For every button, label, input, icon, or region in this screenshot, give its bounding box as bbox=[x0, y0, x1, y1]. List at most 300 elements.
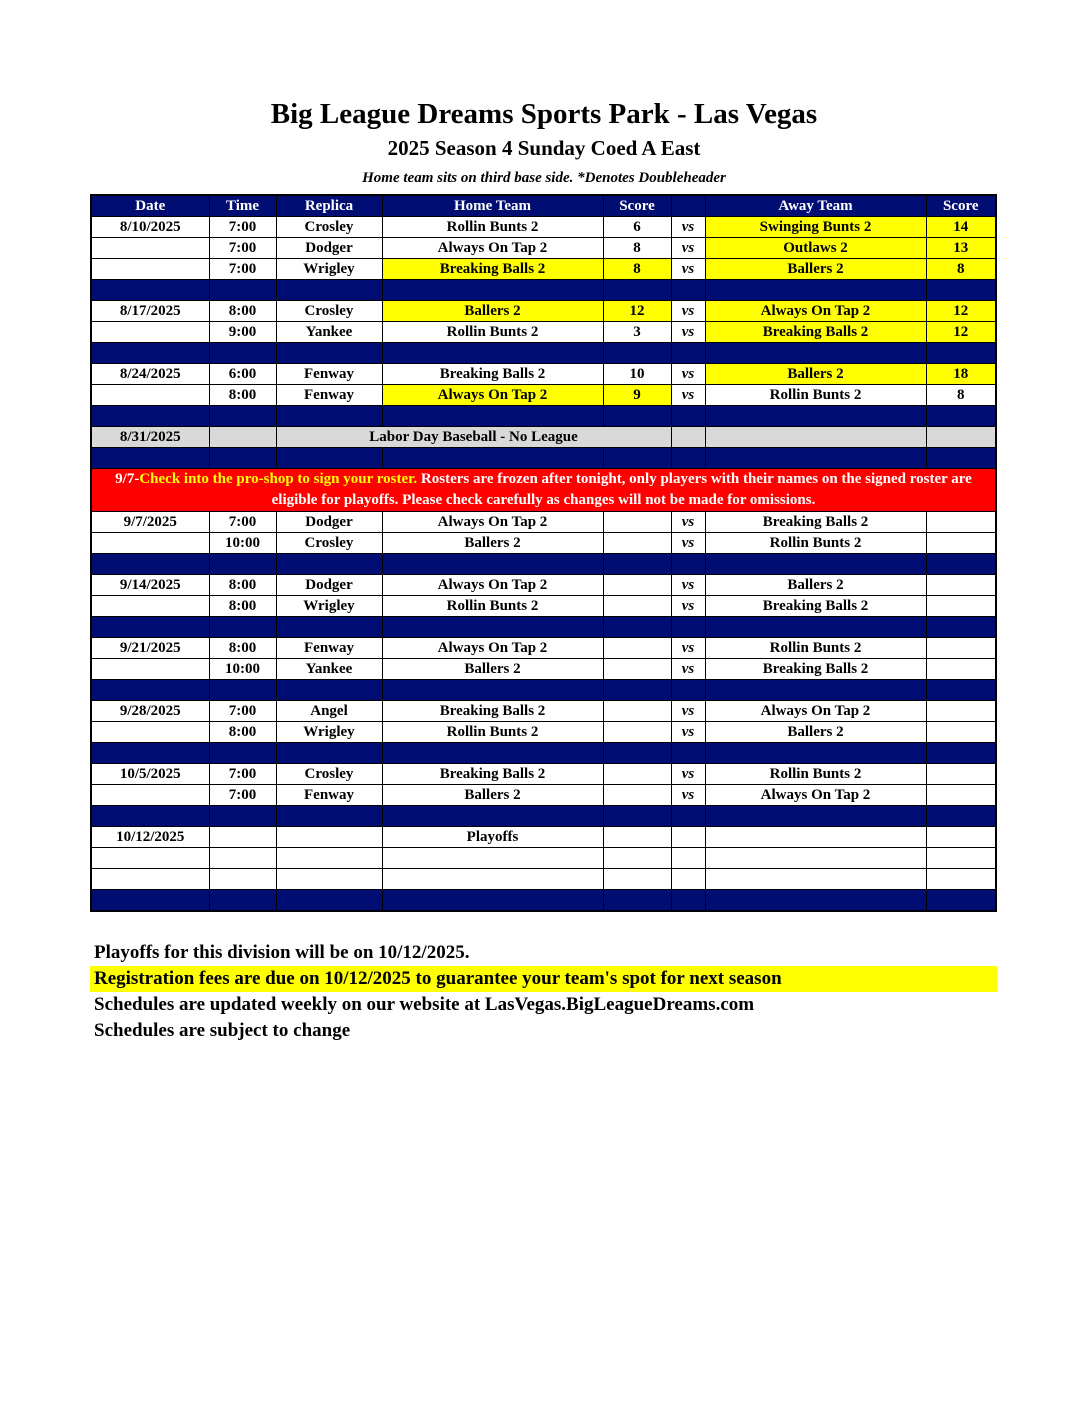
away-score bbox=[926, 512, 996, 533]
vs-label: vs bbox=[671, 512, 705, 533]
separator-cell bbox=[209, 617, 276, 638]
away-team bbox=[705, 827, 926, 848]
home-team: Always On Tap 2 bbox=[382, 575, 603, 596]
separator-cell bbox=[276, 743, 382, 764]
roster-notice bbox=[91, 469, 996, 512]
table-row bbox=[91, 785, 996, 806]
away-score bbox=[926, 827, 996, 848]
separator-cell bbox=[382, 743, 603, 764]
home-team: Always On Tap 2 bbox=[382, 512, 603, 533]
home-team: Always On Tap 2 bbox=[382, 385, 603, 406]
game-date bbox=[91, 659, 209, 680]
game-date bbox=[91, 385, 209, 406]
week-separator-row bbox=[91, 343, 996, 364]
separator-cell bbox=[382, 554, 603, 575]
home-team: Breaking Balls 2 bbox=[382, 364, 603, 385]
separator-cell bbox=[91, 743, 209, 764]
game-date: 8/24/2025 bbox=[91, 364, 209, 385]
separator-cell bbox=[671, 554, 705, 575]
away-team: Outlaws 2 bbox=[705, 238, 926, 259]
away-team: Ballers 2 bbox=[705, 722, 926, 743]
replica-field: Dodger bbox=[276, 238, 382, 259]
away-score: 13 bbox=[926, 238, 996, 259]
vs-label: vs bbox=[671, 322, 705, 343]
table-row bbox=[91, 259, 996, 280]
replica-field: Crosley bbox=[276, 764, 382, 785]
home-score bbox=[603, 764, 671, 785]
table-row bbox=[91, 301, 996, 322]
separator-cell bbox=[671, 448, 705, 469]
replica-field bbox=[276, 827, 382, 848]
vs-label: vs bbox=[671, 575, 705, 596]
game-date bbox=[91, 869, 209, 890]
table-row bbox=[91, 722, 996, 743]
table-row bbox=[91, 869, 996, 890]
separator-cell bbox=[91, 448, 209, 469]
separator-cell bbox=[91, 554, 209, 575]
game-date: 9/28/2025 bbox=[91, 701, 209, 722]
away-score: 8 bbox=[926, 385, 996, 406]
game-time bbox=[209, 827, 276, 848]
game-date bbox=[91, 848, 209, 869]
away-score bbox=[926, 575, 996, 596]
table-row bbox=[91, 217, 996, 238]
separator-cell bbox=[705, 806, 926, 827]
away-team: Breaking Balls 2 bbox=[705, 596, 926, 617]
separator-cell bbox=[705, 280, 926, 301]
replica-field: Crosley bbox=[276, 301, 382, 322]
separator-cell bbox=[926, 890, 996, 912]
away-team: Rollin Bunts 2 bbox=[705, 533, 926, 554]
separator-cell bbox=[91, 680, 209, 701]
home-team: Always On Tap 2 bbox=[382, 638, 603, 659]
away-team: Ballers 2 bbox=[705, 575, 926, 596]
footer-notes bbox=[90, 940, 997, 1044]
separator-cell bbox=[382, 806, 603, 827]
home-score: 12 bbox=[603, 301, 671, 322]
game-date bbox=[91, 238, 209, 259]
replica-field: Dodger bbox=[276, 512, 382, 533]
away-score bbox=[926, 764, 996, 785]
separator-cell bbox=[671, 280, 705, 301]
separator-cell bbox=[276, 554, 382, 575]
home-team: Ballers 2 bbox=[382, 533, 603, 554]
game-date bbox=[91, 533, 209, 554]
column-header-date: Date bbox=[91, 195, 209, 217]
week-separator-row bbox=[91, 680, 996, 701]
separator-cell bbox=[276, 343, 382, 364]
replica-field: Angel bbox=[276, 701, 382, 722]
replica-field: Yankee bbox=[276, 322, 382, 343]
empty-cell bbox=[926, 427, 996, 448]
away-team: Always On Tap 2 bbox=[705, 701, 926, 722]
game-date bbox=[91, 596, 209, 617]
column-header-away-score: Score bbox=[926, 195, 996, 217]
home-team bbox=[382, 869, 603, 890]
separator-cell bbox=[705, 890, 926, 912]
separator-cell bbox=[705, 343, 926, 364]
replica-field bbox=[276, 869, 382, 890]
home-team-note: Home team sits on third base side. *Denotes Doubleheader bbox=[362, 170, 726, 186]
separator-cell bbox=[926, 406, 996, 427]
column-header-vs bbox=[671, 195, 705, 217]
vs-label: vs bbox=[671, 533, 705, 554]
week-separator-row bbox=[91, 890, 996, 912]
empty-cell bbox=[705, 427, 926, 448]
separator-cell bbox=[603, 280, 671, 301]
table-row bbox=[91, 364, 996, 385]
vs-label bbox=[671, 848, 705, 869]
home-score bbox=[603, 533, 671, 554]
game-time: 8:00 bbox=[209, 638, 276, 659]
replica-field: Crosley bbox=[276, 217, 382, 238]
empty-cell bbox=[671, 427, 705, 448]
replica-field: Wrigley bbox=[276, 596, 382, 617]
game-date: 8/31/2025 bbox=[91, 427, 209, 448]
game-time: 10:00 bbox=[209, 533, 276, 554]
separator-cell bbox=[382, 890, 603, 912]
away-team: Ballers 2 bbox=[705, 364, 926, 385]
away-team: Breaking Balls 2 bbox=[705, 322, 926, 343]
game-time: 7:00 bbox=[209, 701, 276, 722]
game-date bbox=[91, 785, 209, 806]
home-score: 6 bbox=[603, 217, 671, 238]
separator-cell bbox=[603, 617, 671, 638]
holiday-text: Labor Day Baseball - No League bbox=[276, 427, 671, 448]
home-score: 8 bbox=[603, 238, 671, 259]
home-score bbox=[603, 596, 671, 617]
notice-highlight: Check into the pro-shop to sign your roster. bbox=[139, 471, 418, 487]
separator-cell bbox=[603, 448, 671, 469]
away-team: Rollin Bunts 2 bbox=[705, 385, 926, 406]
away-score bbox=[926, 869, 996, 890]
away-team: Swinging Bunts 2 bbox=[705, 217, 926, 238]
home-team: Ballers 2 bbox=[382, 659, 603, 680]
column-header-away-team: Away Team bbox=[705, 195, 926, 217]
separator-cell bbox=[209, 448, 276, 469]
vs-label: vs bbox=[671, 238, 705, 259]
separator-cell bbox=[603, 343, 671, 364]
game-date bbox=[91, 259, 209, 280]
separator-cell bbox=[926, 554, 996, 575]
separator-cell bbox=[91, 806, 209, 827]
home-team: Playoffs bbox=[382, 827, 603, 848]
week-separator-row bbox=[91, 448, 996, 469]
away-score bbox=[926, 701, 996, 722]
vs-label: vs bbox=[671, 659, 705, 680]
away-score bbox=[926, 848, 996, 869]
home-team: Ballers 2 bbox=[382, 785, 603, 806]
separator-cell bbox=[926, 806, 996, 827]
table-row bbox=[91, 659, 996, 680]
game-time: 8:00 bbox=[209, 385, 276, 406]
week-separator-row bbox=[91, 406, 996, 427]
week-separator-row bbox=[91, 554, 996, 575]
week-separator-row bbox=[91, 617, 996, 638]
game-time: 7:00 bbox=[209, 259, 276, 280]
game-time: 9:00 bbox=[209, 322, 276, 343]
game-time: 8:00 bbox=[209, 575, 276, 596]
schedule-table bbox=[90, 194, 997, 912]
table-row bbox=[91, 512, 996, 533]
game-time: 7:00 bbox=[209, 764, 276, 785]
separator-cell bbox=[926, 448, 996, 469]
separator-cell bbox=[382, 448, 603, 469]
separator-cell bbox=[276, 806, 382, 827]
vs-label bbox=[671, 869, 705, 890]
away-team: Breaking Balls 2 bbox=[705, 659, 926, 680]
game-time: 6:00 bbox=[209, 364, 276, 385]
column-header-home-score: Score bbox=[603, 195, 671, 217]
game-date: 8/10/2025 bbox=[91, 217, 209, 238]
separator-cell bbox=[671, 617, 705, 638]
separator-cell bbox=[209, 680, 276, 701]
separator-cell bbox=[671, 680, 705, 701]
vs-label: vs bbox=[671, 785, 705, 806]
replica-field: Fenway bbox=[276, 385, 382, 406]
game-time: 8:00 bbox=[209, 722, 276, 743]
week-separator-row bbox=[91, 806, 996, 827]
replica-field: Fenway bbox=[276, 364, 382, 385]
away-score: 14 bbox=[926, 217, 996, 238]
vs-label: vs bbox=[671, 701, 705, 722]
separator-cell bbox=[91, 617, 209, 638]
separator-cell bbox=[603, 890, 671, 912]
notice-rest: Rosters are frozen after tonight, only players with their names on the signed roster are eligible for playoffs. Please check carefully as changes will not be made for omissions. bbox=[271, 471, 972, 508]
table-row bbox=[91, 322, 996, 343]
separator-cell bbox=[209, 806, 276, 827]
home-team: Breaking Balls 2 bbox=[382, 701, 603, 722]
away-team bbox=[705, 848, 926, 869]
away-team: Always On Tap 2 bbox=[705, 301, 926, 322]
separator-cell bbox=[209, 743, 276, 764]
separator-cell bbox=[705, 554, 926, 575]
separator-cell bbox=[382, 406, 603, 427]
game-time bbox=[209, 848, 276, 869]
game-time: 8:00 bbox=[209, 301, 276, 322]
away-score bbox=[926, 596, 996, 617]
website-note: Schedules are updated weekly on our website at LasVegas.BigLeagueDreams.com bbox=[94, 994, 755, 1015]
separator-cell bbox=[603, 743, 671, 764]
table-header-row bbox=[91, 195, 996, 217]
separator-cell bbox=[926, 343, 996, 364]
game-time: 7:00 bbox=[209, 217, 276, 238]
separator-cell bbox=[705, 617, 926, 638]
separator-cell bbox=[91, 406, 209, 427]
away-team: Rollin Bunts 2 bbox=[705, 638, 926, 659]
away-score bbox=[926, 638, 996, 659]
week-separator-row bbox=[91, 280, 996, 301]
separator-cell bbox=[209, 554, 276, 575]
away-score: 18 bbox=[926, 364, 996, 385]
vs-label: vs bbox=[671, 259, 705, 280]
home-team: Breaking Balls 2 bbox=[382, 259, 603, 280]
home-team: Rollin Bunts 2 bbox=[382, 217, 603, 238]
game-time: 7:00 bbox=[209, 785, 276, 806]
vs-label: vs bbox=[671, 364, 705, 385]
table-row bbox=[91, 575, 996, 596]
game-time: 7:00 bbox=[209, 238, 276, 259]
separator-cell bbox=[382, 617, 603, 638]
home-team: Ballers 2 bbox=[382, 301, 603, 322]
away-score: 12 bbox=[926, 322, 996, 343]
table-row bbox=[91, 827, 996, 848]
playoffs-note: Playoffs for this division will be on 10/12/2025. bbox=[94, 942, 470, 963]
table-row bbox=[91, 238, 996, 259]
vs-label: vs bbox=[671, 596, 705, 617]
separator-cell bbox=[91, 343, 209, 364]
home-team: Always On Tap 2 bbox=[382, 238, 603, 259]
home-score bbox=[603, 701, 671, 722]
home-score: 3 bbox=[603, 322, 671, 343]
home-score bbox=[603, 869, 671, 890]
separator-cell bbox=[209, 890, 276, 912]
notice-prefix: 9/7- bbox=[115, 471, 140, 487]
vs-label: vs bbox=[671, 217, 705, 238]
separator-cell bbox=[671, 806, 705, 827]
game-time bbox=[209, 869, 276, 890]
away-score bbox=[926, 533, 996, 554]
separator-cell bbox=[209, 343, 276, 364]
table-row bbox=[91, 533, 996, 554]
replica-field: Fenway bbox=[276, 785, 382, 806]
separator-cell bbox=[671, 743, 705, 764]
separator-cell bbox=[276, 448, 382, 469]
game-date: 8/17/2025 bbox=[91, 301, 209, 322]
separator-cell bbox=[276, 406, 382, 427]
separator-cell bbox=[603, 806, 671, 827]
table-row bbox=[91, 385, 996, 406]
separator-cell bbox=[705, 743, 926, 764]
separator-cell bbox=[382, 343, 603, 364]
separator-cell bbox=[276, 280, 382, 301]
game-date bbox=[91, 722, 209, 743]
home-score: 8 bbox=[603, 259, 671, 280]
separator-cell bbox=[671, 343, 705, 364]
schedule-change-note: Schedules are subject to change bbox=[94, 1020, 351, 1041]
away-score bbox=[926, 722, 996, 743]
away-score bbox=[926, 659, 996, 680]
game-date: 9/21/2025 bbox=[91, 638, 209, 659]
page-title: Big League Dreams Sports Park - Las Vegas bbox=[270, 98, 818, 130]
home-team: Rollin Bunts 2 bbox=[382, 322, 603, 343]
replica-field: Wrigley bbox=[276, 722, 382, 743]
away-team: Rollin Bunts 2 bbox=[705, 764, 926, 785]
table-row bbox=[91, 596, 996, 617]
replica-field: Fenway bbox=[276, 638, 382, 659]
vs-label: vs bbox=[671, 301, 705, 322]
separator-cell bbox=[382, 280, 603, 301]
vs-label: vs bbox=[671, 722, 705, 743]
roster-notice-row bbox=[91, 469, 996, 512]
game-time: 8:00 bbox=[209, 596, 276, 617]
home-score bbox=[603, 638, 671, 659]
home-score bbox=[603, 827, 671, 848]
week-separator-row bbox=[91, 743, 996, 764]
separator-cell bbox=[91, 890, 209, 912]
separator-cell bbox=[603, 554, 671, 575]
table-row bbox=[91, 638, 996, 659]
game-date bbox=[91, 322, 209, 343]
separator-cell bbox=[276, 890, 382, 912]
away-team: Always On Tap 2 bbox=[705, 785, 926, 806]
replica-field: Crosley bbox=[276, 533, 382, 554]
home-team: Rollin Bunts 2 bbox=[382, 596, 603, 617]
vs-label: vs bbox=[671, 638, 705, 659]
home-score bbox=[603, 659, 671, 680]
away-score: 8 bbox=[926, 259, 996, 280]
separator-cell bbox=[705, 448, 926, 469]
separator-cell bbox=[91, 280, 209, 301]
separator-cell bbox=[926, 743, 996, 764]
column-header-time: Time bbox=[209, 195, 276, 217]
replica-field: Yankee bbox=[276, 659, 382, 680]
home-score bbox=[603, 848, 671, 869]
home-score bbox=[603, 722, 671, 743]
separator-cell bbox=[705, 406, 926, 427]
away-team: Breaking Balls 2 bbox=[705, 512, 926, 533]
away-team: Ballers 2 bbox=[705, 259, 926, 280]
vs-label bbox=[671, 827, 705, 848]
vs-label: vs bbox=[671, 764, 705, 785]
separator-cell bbox=[382, 680, 603, 701]
separator-cell bbox=[276, 680, 382, 701]
game-date: 9/7/2025 bbox=[91, 512, 209, 533]
away-score bbox=[926, 785, 996, 806]
separator-cell bbox=[926, 680, 996, 701]
separator-cell bbox=[209, 280, 276, 301]
table-row bbox=[91, 701, 996, 722]
game-time: 10:00 bbox=[209, 659, 276, 680]
away-team bbox=[705, 869, 926, 890]
separator-cell bbox=[926, 617, 996, 638]
separator-cell bbox=[209, 406, 276, 427]
table-row bbox=[91, 848, 996, 869]
empty-cell bbox=[209, 427, 276, 448]
game-date: 9/14/2025 bbox=[91, 575, 209, 596]
separator-cell bbox=[603, 680, 671, 701]
separator-cell bbox=[603, 406, 671, 427]
home-team: Rollin Bunts 2 bbox=[382, 722, 603, 743]
registration-note: Registration fees are due on 10/12/2025 to guarantee your team's spot for next season bbox=[90, 966, 997, 992]
separator-cell bbox=[926, 280, 996, 301]
separator-cell bbox=[671, 406, 705, 427]
game-time: 7:00 bbox=[209, 512, 276, 533]
replica-field bbox=[276, 848, 382, 869]
holiday-row bbox=[91, 427, 996, 448]
separator-cell bbox=[276, 617, 382, 638]
home-score bbox=[603, 575, 671, 596]
game-date: 10/5/2025 bbox=[91, 764, 209, 785]
home-team: Breaking Balls 2 bbox=[382, 764, 603, 785]
column-header-replica: Replica bbox=[276, 195, 382, 217]
table-row bbox=[91, 764, 996, 785]
home-score bbox=[603, 512, 671, 533]
home-team bbox=[382, 848, 603, 869]
separator-cell bbox=[671, 890, 705, 912]
vs-label: vs bbox=[671, 385, 705, 406]
page-subtitle: 2025 Season 4 Sunday Coed A East bbox=[387, 136, 701, 160]
replica-field: Dodger bbox=[276, 575, 382, 596]
column-header-home-team: Home Team bbox=[382, 195, 603, 217]
away-score: 12 bbox=[926, 301, 996, 322]
home-score bbox=[603, 785, 671, 806]
home-score: 9 bbox=[603, 385, 671, 406]
game-date: 10/12/2025 bbox=[91, 827, 209, 848]
separator-cell bbox=[705, 680, 926, 701]
replica-field: Wrigley bbox=[276, 259, 382, 280]
home-score: 10 bbox=[603, 364, 671, 385]
